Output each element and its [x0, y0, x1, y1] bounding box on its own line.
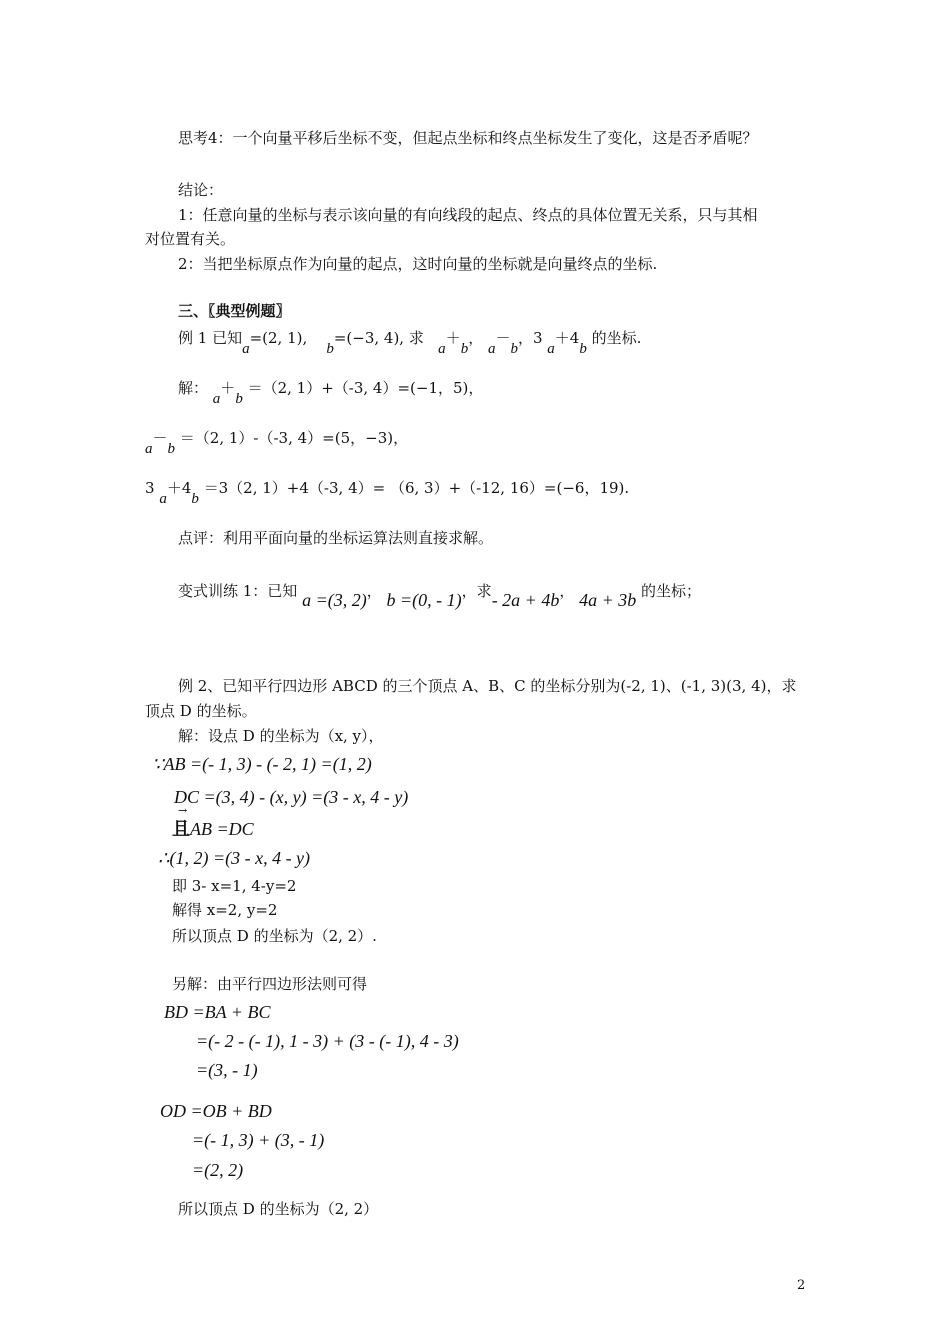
variation-training-1: 变式训练 1：已知 a =(3, 2)， b =(0, - 1)，求- 2a + 4b， 4a + 3b 的坐标； [178, 582, 702, 610]
var1-end: 的坐标； [641, 582, 702, 600]
ex1-p2: =(2, 1), [249, 329, 308, 347]
alt-eq-5: =(- 1, 3) + (3, - 1) [192, 1130, 325, 1150]
vector-arrow-icon: → [178, 804, 188, 817]
example1-solution-3: 3 a＋4b ＝3（2, 1）+4（-3, 4）= （6, 3）+（-12, 16）=(−6，19). [145, 479, 630, 507]
alt-eq-6: =(2, 2) [192, 1160, 244, 1180]
alt-eq-3: =(3, - 1) [196, 1060, 258, 1080]
example2-line1: 例 2、已知平行四边形 ABCD 的三个顶点 A、B、C 的坐标分别为(-2, 1)、(-1, 3)(3, 4)，求 [178, 677, 797, 695]
var1-e2: 4a + 3b [579, 590, 637, 610]
var1-e1: - 2a + 4b [491, 590, 560, 610]
ex1-p3: =(−3, 4), 求 [333, 329, 424, 347]
conclusion-title: 结论： [178, 181, 224, 199]
ex1-s1: ＝（2, 1）+（-3, 4）=(−1，5)， [247, 379, 484, 397]
eq-ab-dc [172, 819, 254, 840]
section-heading: 三、〖典型例题〗 [178, 302, 291, 320]
example2-line2: 顶点 D 的坐标。 [145, 702, 257, 720]
solution-label: 解： [178, 379, 209, 397]
example1-solution-1: 解： a＋b ＝（2, 1）+（-3, 4）=(−1，5)， [178, 379, 484, 407]
example1-statement: 例 1 已知a=(2, 1), b=(−3, 4), 求 a＋b， a－b，3 a＋4b 的坐标. [178, 329, 642, 357]
eq-ab: ∵AB =(- 1, 3) - (- 2, 1) =(1, 2) [152, 754, 372, 774]
and-label: 且 [172, 819, 190, 840]
conclusion-1b: 对位置有关。 [145, 230, 236, 248]
think-question: 思考4：一个向量平移后坐标不变，但起点坐标和终点坐标发生了变化，这是否矛盾呢？ [178, 129, 758, 147]
ex1-p4: 的坐标. [591, 329, 642, 347]
eq-therefore: ∴(1, 2) =(3 - x, 4 - y) [158, 848, 311, 868]
example1-solution-2: a－b ＝（2, 1）-（-3, 4）=(5，−3)， [145, 429, 409, 457]
ab-eq-dc: AB =DC [190, 819, 254, 839]
example2-line5: 解得 x=2, y=2 [172, 901, 278, 919]
ex1-s3: ＝3（2, 1）+4（-3, 4）= （6, 3）+（-12, 16）=(−6，19). [203, 479, 630, 497]
example2-line6: 所以顶点 D 的坐标为（2, 2）. [172, 927, 377, 945]
alt-eq-4: OD =OB + BD [160, 1101, 272, 1121]
var1-b: b =(0, - 1) [386, 590, 462, 610]
vec-a: a [242, 341, 250, 357]
var1-p1: 变式训练 1：已知 [178, 582, 298, 600]
var1-a: a =(3, 2) [302, 590, 367, 610]
page-number: 2 [797, 1278, 806, 1293]
alt-eq-2: =(- 2 - (- 1), 1 - 3) + (3 - (- 1), 4 - 3) [196, 1031, 459, 1051]
alt-solution-intro: 另解：由平行四边形法则可得 [172, 975, 368, 993]
vec-b: b [326, 341, 334, 357]
ex1-p1: 例 1 已知 [178, 329, 243, 347]
eq-dc: DC =(3, 4) - (x, y) =(3 - x, 4 - y) [174, 787, 409, 807]
example2-line4: 即 3- x=1, 4-y=2 [172, 877, 297, 895]
example2-line3: 解：设点 D 的坐标为（x, y）， [178, 727, 384, 745]
example1-comment: 点评：利用平面向量的坐标运算法则直接求解。 [178, 529, 494, 547]
conclusion-1a: 1：任意向量的坐标与表示该向量的有向线段的起点、终点的具体位置无关系，只与其相 [178, 206, 758, 224]
example2-final: 所以顶点 D 的坐标为（2, 2） [178, 1200, 379, 1218]
var1-q: 求 [476, 582, 492, 600]
conclusion-2: 2：当把坐标原点作为向量的起点，这时向量的坐标就是向量终点的坐标. [178, 255, 658, 273]
alt-eq-1: BD =BA + BC [164, 1002, 271, 1022]
ex1-s2: ＝（2, 1）-（-3, 4）=(5，−3)， [179, 429, 409, 447]
